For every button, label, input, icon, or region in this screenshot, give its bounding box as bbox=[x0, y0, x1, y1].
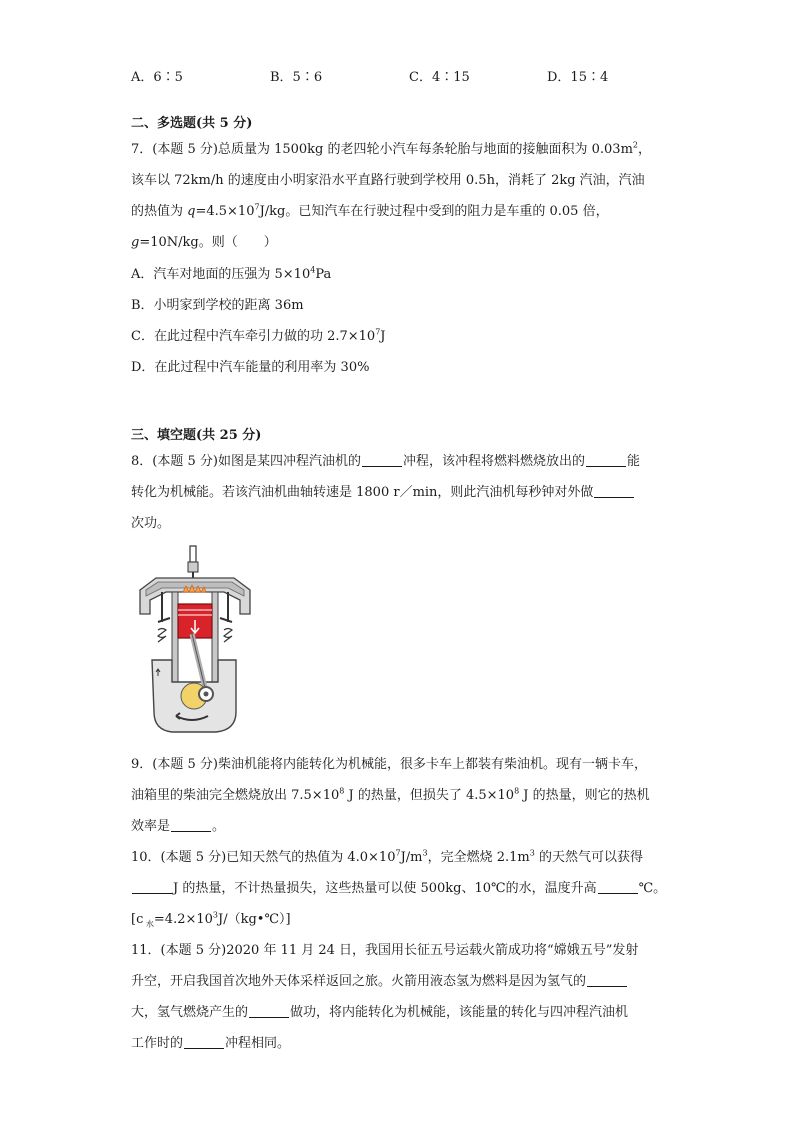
exhaust-valve bbox=[220, 592, 232, 622]
q6-options bbox=[131, 66, 691, 86]
q10-text: J/m bbox=[400, 850, 423, 865]
q11-line-1: 11．(本题 5 分)2020 年 11 月 24 日，我国用长征五号运载火箭成功将“嫦娥五号”发射 bbox=[131, 943, 639, 958]
q10-line-3 bbox=[131, 910, 291, 930]
var-g: g bbox=[131, 235, 140, 250]
q7-text: C．在此过程中汽车牵引力做的功 2.7×10 bbox=[131, 329, 376, 344]
q7-option-c bbox=[131, 327, 386, 347]
valve-spring bbox=[224, 629, 232, 643]
q10-text: ℃。 bbox=[638, 881, 667, 896]
section-title-multiple-choice: 二、多选题(共 5 分) bbox=[131, 116, 253, 131]
option-b: B．5∶6 bbox=[270, 70, 323, 85]
superscript: 3 bbox=[422, 848, 428, 858]
answer-blank bbox=[586, 453, 626, 467]
superscript: 8 bbox=[514, 786, 520, 796]
q7-text: 7．(本题 5 分)总质量为 1500kg 的老四轮小汽车每条轮胎与地面的接触面积为 0.03m bbox=[131, 142, 633, 157]
subscript: 水 bbox=[143, 919, 154, 929]
q10-text: J 的热量，不计热量损失，这些热量可以使 500kg、10℃的水，温度升高 bbox=[173, 881, 597, 896]
intake-valve bbox=[158, 592, 170, 622]
q10-line-1 bbox=[131, 848, 643, 868]
q9-text: 效率是 bbox=[131, 819, 171, 834]
answer-blank bbox=[587, 973, 627, 987]
q11-line-3 bbox=[131, 1003, 628, 1023]
option-a: A．6∶5 bbox=[131, 70, 183, 85]
q9-text: J 的热量，但损失了 4.5×10 bbox=[344, 788, 515, 803]
q11-text: 工作时的 bbox=[131, 1036, 184, 1051]
section-title-fill-blank: 三、填空题(共 25 分) bbox=[131, 428, 262, 443]
superscript: 7 bbox=[254, 202, 260, 212]
q8-text: 转化为机械能。若该汽油机曲轴转速是 1800 r／min，则此汽油机每秒钟对外做 bbox=[131, 485, 594, 500]
q11-text: 升空，开启我国首次地外天体采样返回之旅。火箭用液态氢为燃料是因为氢气的 bbox=[131, 974, 587, 989]
answer-blank bbox=[362, 453, 402, 467]
q11-line-2 bbox=[131, 972, 628, 992]
q7-line-4 bbox=[131, 233, 277, 253]
q7-line-2: 该车以 72km/h 的速度由小明家沿水平直路行驶到学校用 0.5h，消耗了 2kg 汽油，汽油 bbox=[131, 173, 645, 188]
q8-line-1 bbox=[131, 452, 640, 472]
q11-text: 做功，将内能转化为机械能，该能量的转化与四冲程汽油机 bbox=[290, 1005, 629, 1020]
answer-blank bbox=[598, 880, 638, 894]
q9-line-1: 9．(本题 5 分)柴油机能将内能转化为机械能，很多卡车上都装有柴油机。现有一辆卡车， bbox=[131, 757, 647, 772]
q7-line-1 bbox=[131, 140, 651, 160]
q7-text: 的热值为 bbox=[131, 204, 188, 219]
q7-option-a bbox=[131, 265, 331, 285]
var-q: q bbox=[187, 204, 196, 219]
superscript: 7 bbox=[375, 327, 381, 337]
answer-blank bbox=[171, 818, 211, 832]
q11-text: 冲程相同。 bbox=[225, 1036, 291, 1051]
q11-text: 大，氢气燃烧产生的 bbox=[131, 1005, 249, 1020]
spark-plug-icon bbox=[190, 546, 196, 562]
q10-text: 10．(本题 5 分)已知天然气的热值为 4.0×10 bbox=[131, 850, 396, 865]
engine-diagram bbox=[136, 544, 254, 738]
q7-text: J/kg。已知汽车在行驶过程中受到的阻力是车重的 0.05 倍， bbox=[259, 204, 609, 219]
superscript: 2 bbox=[632, 140, 638, 150]
q10-text: 的天然气可以获得 bbox=[534, 850, 643, 865]
q10-text: ，完全燃烧 2.1m bbox=[427, 850, 530, 865]
option-c: C．4∶15 bbox=[409, 70, 470, 85]
superscript: 3 bbox=[529, 848, 535, 858]
answer-blank bbox=[594, 484, 634, 498]
q8-text: 能 bbox=[626, 454, 640, 469]
superscript: 7 bbox=[395, 848, 401, 858]
q8-line-2 bbox=[131, 483, 635, 503]
q9-line-3 bbox=[131, 817, 225, 837]
q7-text: =10N/kg。则（ ） bbox=[139, 235, 277, 250]
q11-line-4 bbox=[131, 1034, 290, 1054]
answer-blank bbox=[184, 1035, 224, 1049]
q7-text: A．汽车对地面的压强为 5×10 bbox=[131, 267, 311, 282]
q9-text: 。 bbox=[212, 819, 226, 834]
q10-text: [c bbox=[131, 912, 144, 927]
valve-spring bbox=[158, 629, 166, 643]
q8-text: 8．(本题 5 分)如图是某四冲程汽油机的 bbox=[131, 454, 361, 469]
q7-text: =4.5×10 bbox=[195, 204, 255, 219]
option-d: D．15∶4 bbox=[547, 70, 609, 85]
q8-line-3: 次功。 bbox=[131, 516, 171, 531]
q9-line-2 bbox=[131, 786, 650, 806]
q8-text: 冲程，该冲程将燃料燃烧放出的 bbox=[402, 454, 585, 469]
answer-blank bbox=[249, 1004, 289, 1018]
q10-text: =4.2×10 bbox=[153, 912, 213, 927]
q10-line-2 bbox=[131, 879, 666, 899]
superscript: 8 bbox=[339, 786, 345, 796]
q7-text: ， bbox=[638, 142, 652, 157]
superscript: 4 bbox=[310, 265, 316, 275]
q7-option-d: D．在此过程中汽车能量的利用率为 30% bbox=[131, 360, 370, 375]
q9-text: J 的热量，则它的热机 bbox=[519, 788, 650, 803]
answer-blank bbox=[132, 880, 172, 894]
q9-text: 油箱里的柴油完全燃烧放出 7.5×10 bbox=[131, 788, 340, 803]
q7-option-b: B．小明家到学校的距离 36m bbox=[131, 298, 304, 313]
q7-text: Pa bbox=[315, 267, 332, 282]
q7-text: J bbox=[380, 329, 386, 344]
q7-line-3 bbox=[131, 202, 609, 222]
superscript: 3 bbox=[212, 910, 219, 920]
q10-text: J/（kg•℃）] bbox=[218, 912, 291, 927]
